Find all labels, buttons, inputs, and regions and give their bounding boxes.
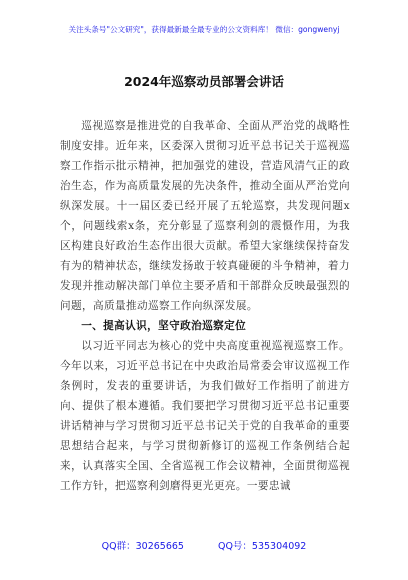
qq-number: QQ号：535304092 [217, 541, 307, 552]
promo-banner: 关注头条号"公文研究"，获得最新最全最专业的公文资料库！ 微信：gongwenyj [68, 25, 340, 34]
qq-group-number: QQ群：30265665 [101, 541, 184, 552]
document-body [60, 116, 350, 496]
section-paragraph: 以习近平同志为核心的党中央高度重视巡视巡察工作。今年以来，习近平总书记在中央政治局常委会审议巡视工作条例时，发表的重要讲话，为我们做好工作指明了前进方向、提供了根本遵循。我们要把学习贯彻习近平总书记重要讲话精神与学习贯彻习近平总书记关于党的自我革命的重要思想结合起来，与学习贯彻新修订的巡视工作条例结合起来，认真落实全国、全省巡视工作会议精神，全面贯彻巡视工作方针，把巡察利剑磨得更光更亮。一要忠诚 [60, 340, 350, 492]
document-title: 2024年巡察动员部署会讲话 [124, 74, 284, 89]
section-heading: 一、提高认识，坚守政治巡察定位 [81, 320, 247, 332]
contact-footer [0, 538, 408, 552]
intro-paragraph: 巡视巡察是推进党的自我革命、全面从严治党的战略性制度安排。近年来，区委深入贯彻习近平总书记关于巡视巡察工作指示批示精神，把加强党的建设，营造风清气正的政治生态，作为高质量发展的先决条件，推动全面从严治党向纵深发展。十一届区委已经开展了五轮巡察，共发现问题x个，问题线索x条，充分彰显了巡察利剑的震慑作用，为我区构建良好政治生态作出很大贡献。希望大家继续保持奋发有为的精神状态，继续发扬敢于较真碰硬的斗争精神，着力发现并推动解决部门单位主要矛盾和干部群众反映最强烈的问题，高质量推动巡察工作向纵深发展。 [60, 120, 350, 312]
